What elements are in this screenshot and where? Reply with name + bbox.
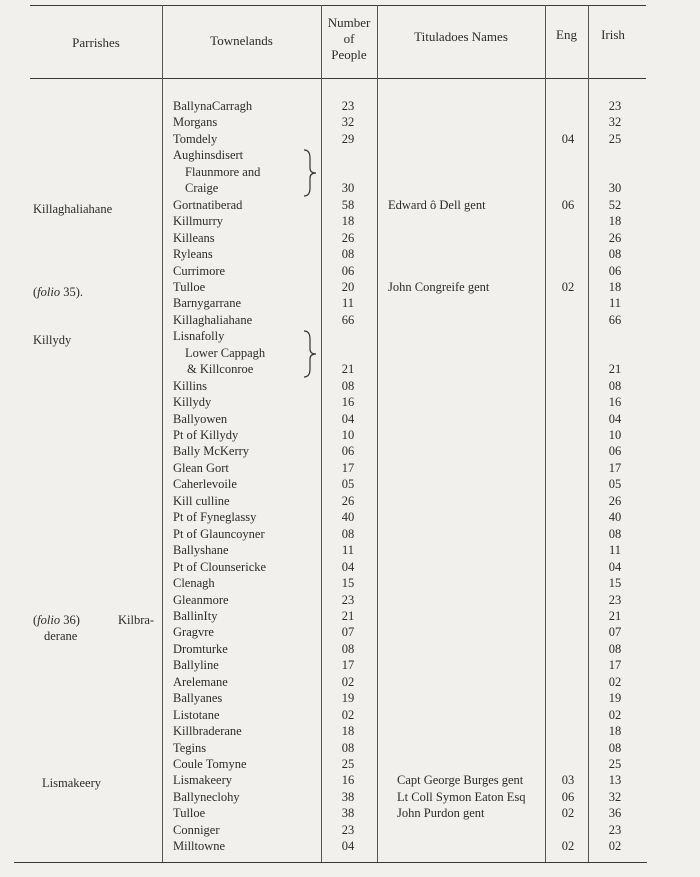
townland-name: Killydy bbox=[173, 395, 212, 409]
header-townlands: Townelands bbox=[210, 33, 273, 48]
bottom-rule bbox=[14, 862, 647, 863]
irish-count: 66 bbox=[608, 313, 622, 327]
irish-count: 21 bbox=[608, 362, 622, 376]
people-count: 21 bbox=[341, 362, 355, 376]
header-tituladoes: Tituladoes Names bbox=[414, 29, 508, 44]
header-bottom-rule bbox=[30, 78, 646, 79]
people-count: 04 bbox=[341, 839, 355, 853]
people-count: 21 bbox=[341, 609, 355, 623]
people-count: 10 bbox=[341, 428, 355, 442]
people-count: 04 bbox=[341, 560, 355, 574]
people-count: 20 bbox=[341, 280, 355, 294]
irish-count: 07 bbox=[608, 625, 622, 639]
townland-name: Lismakeery bbox=[173, 773, 233, 787]
people-count: 08 bbox=[341, 247, 355, 261]
irish-count: 18 bbox=[608, 724, 622, 738]
header-eng: Eng bbox=[556, 27, 577, 42]
irish-count: 26 bbox=[608, 231, 622, 245]
townland-name: Flaunmore and bbox=[185, 165, 261, 179]
folio36-rest: 36) bbox=[60, 613, 80, 627]
townland-name: Aughinsdisert bbox=[173, 148, 244, 162]
brace-lisnafolly bbox=[300, 329, 320, 379]
townland-name: Tomdely bbox=[173, 132, 218, 146]
people-count: 05 bbox=[341, 477, 355, 491]
people-count: 11 bbox=[341, 296, 355, 310]
townland-name: Currimore bbox=[173, 264, 226, 278]
irish-count: 17 bbox=[608, 461, 622, 475]
people-count: 30 bbox=[341, 181, 355, 195]
townland-name: Caherlevoile bbox=[173, 477, 237, 491]
header-number-2: of bbox=[343, 31, 355, 46]
townland-name: Barnygarrane bbox=[173, 296, 242, 310]
people-count: 04 bbox=[341, 412, 355, 426]
townland-name: Pt of Clounsericke bbox=[173, 560, 267, 574]
col-rule-1 bbox=[162, 5, 163, 862]
townland-name: Tegins bbox=[173, 741, 207, 755]
townland-name: BallinIty bbox=[173, 609, 218, 623]
people-count: 08 bbox=[341, 527, 355, 541]
brace-aughinsdisert bbox=[300, 148, 320, 198]
irish-count: 08 bbox=[608, 642, 622, 656]
col-rule-4 bbox=[545, 5, 546, 862]
irish-count: 02 bbox=[608, 839, 622, 853]
folio35-open: ( bbox=[33, 285, 38, 299]
parish-kilbraderane-2: derane bbox=[44, 629, 78, 643]
people-count: 38 bbox=[341, 806, 355, 820]
parish-folio35 bbox=[33, 284, 83, 300]
people-count: 32 bbox=[341, 115, 355, 129]
people-count: 02 bbox=[341, 675, 355, 689]
parish-killaghaliahane: Killaghaliahane bbox=[33, 202, 113, 216]
irish-count: 36 bbox=[608, 806, 622, 820]
folio36-label: folio bbox=[37, 613, 61, 627]
eng-count: 02 bbox=[561, 280, 575, 294]
townland-name: Dromturke bbox=[173, 642, 228, 656]
people-count: 18 bbox=[341, 724, 355, 738]
people-count: 18 bbox=[341, 214, 355, 228]
people-count: 23 bbox=[341, 823, 355, 837]
eng-count: 02 bbox=[561, 806, 575, 820]
townland-name: Clenagh bbox=[173, 576, 215, 590]
people-count: 08 bbox=[341, 741, 355, 755]
irish-count: 04 bbox=[608, 412, 622, 426]
irish-count: 10 bbox=[608, 428, 622, 442]
col-rule-5 bbox=[588, 5, 589, 862]
irish-count: 08 bbox=[608, 247, 622, 261]
parish-folio36 bbox=[33, 612, 80, 628]
irish-count: 17 bbox=[608, 658, 622, 672]
header-irish: Irish bbox=[601, 27, 625, 42]
folio35-rest: 35). bbox=[60, 285, 84, 299]
people-count: 15 bbox=[341, 576, 355, 590]
parish-lismakeery: Lismakeery bbox=[42, 776, 102, 790]
townland-name: Lisnafolly bbox=[173, 329, 225, 343]
irish-count: 32 bbox=[608, 790, 622, 804]
irish-count: 40 bbox=[608, 510, 622, 524]
irish-count: 04 bbox=[608, 560, 622, 574]
people-count: 11 bbox=[341, 543, 355, 557]
irish-count: 08 bbox=[608, 527, 622, 541]
townland-name: Lower Cappagh bbox=[185, 346, 266, 360]
irish-count: 25 bbox=[608, 132, 622, 146]
irish-count: 05 bbox=[608, 477, 622, 491]
townland-name: Killbraderane bbox=[173, 724, 242, 738]
irish-count: 02 bbox=[608, 675, 622, 689]
people-count: 66 bbox=[341, 313, 355, 327]
people-count: 07 bbox=[341, 625, 355, 639]
townland-name: Tulloe bbox=[173, 280, 206, 294]
irish-count: 15 bbox=[608, 576, 622, 590]
people-count: 16 bbox=[341, 395, 355, 409]
townland-name: Ballyanes bbox=[173, 691, 223, 705]
people-count: 58 bbox=[341, 198, 355, 212]
townland-name: Coule Tomyne bbox=[173, 757, 247, 771]
people-count: 25 bbox=[341, 757, 355, 771]
irish-count: 16 bbox=[608, 395, 622, 409]
townland-name: Ballyline bbox=[173, 658, 219, 672]
titulado-name: Lt Coll Symon Eaton Esq bbox=[397, 790, 526, 804]
irish-count: 11 bbox=[608, 543, 622, 557]
eng-count: 03 bbox=[561, 773, 575, 787]
titulado-name: Edward ô Dell gent bbox=[388, 198, 486, 212]
townland-name: Ballyowen bbox=[173, 412, 228, 426]
irish-count: 11 bbox=[608, 296, 622, 310]
titulado-name: Capt George Burges gent bbox=[397, 773, 524, 787]
irish-count: 23 bbox=[608, 823, 622, 837]
irish-count: 18 bbox=[608, 214, 622, 228]
townland-name: Gortnatiberad bbox=[173, 198, 243, 212]
header-number-3: People bbox=[331, 47, 367, 62]
irish-count: 21 bbox=[608, 609, 622, 623]
townland-name: Ballyshane bbox=[173, 543, 229, 557]
people-count: 29 bbox=[341, 132, 355, 146]
folio35-label: folio bbox=[37, 285, 61, 299]
people-count: 08 bbox=[341, 379, 355, 393]
eng-count: 04 bbox=[561, 132, 575, 146]
townland-name: Killins bbox=[173, 379, 208, 393]
titulado-name: John Purdon gent bbox=[397, 806, 485, 820]
townland-name: Killeans bbox=[173, 231, 215, 245]
townland-name: Ballyneclohy bbox=[173, 790, 240, 804]
people-count: 23 bbox=[341, 99, 355, 113]
eng-count: 02 bbox=[561, 839, 575, 853]
townland-name: Tulloe bbox=[173, 806, 206, 820]
people-count: 16 bbox=[341, 773, 355, 787]
folio36-open: ( bbox=[33, 613, 38, 627]
townland-name: Craige bbox=[185, 181, 219, 195]
people-count: 26 bbox=[341, 231, 355, 245]
irish-count: 23 bbox=[608, 593, 622, 607]
parish-killydy: Killydy bbox=[33, 333, 72, 347]
people-count: 06 bbox=[341, 444, 355, 458]
townland-name: Glean Gort bbox=[173, 461, 229, 475]
townland-name: Pt of Killydy bbox=[173, 428, 239, 442]
irish-count: 19 bbox=[608, 691, 622, 705]
people-count: 02 bbox=[341, 708, 355, 722]
people-count: 19 bbox=[341, 691, 355, 705]
irish-count: 02 bbox=[608, 708, 622, 722]
col-rule-3 bbox=[377, 5, 378, 862]
irish-count: 25 bbox=[608, 757, 622, 771]
irish-count: 08 bbox=[608, 741, 622, 755]
townland-name: Kill culline bbox=[173, 494, 230, 508]
townland-name: Bally McKerry bbox=[173, 444, 250, 458]
people-count: 38 bbox=[341, 790, 355, 804]
townland-name: Gragvre bbox=[173, 625, 214, 639]
irish-count: 52 bbox=[608, 198, 622, 212]
people-count: 40 bbox=[341, 510, 355, 524]
townland-name: Pt of Fyneglassy bbox=[173, 510, 257, 524]
header-number-1: Number bbox=[327, 15, 371, 30]
people-count: 08 bbox=[341, 642, 355, 656]
townland-name: Conniger bbox=[173, 823, 220, 837]
titulado-name: John Congreife gent bbox=[388, 280, 490, 294]
townland-name: Killmurry bbox=[173, 214, 223, 228]
top-rule bbox=[30, 5, 646, 6]
irish-count: 08 bbox=[608, 379, 622, 393]
people-count: 17 bbox=[341, 461, 355, 475]
irish-count: 06 bbox=[608, 444, 622, 458]
eng-count: 06 bbox=[561, 790, 575, 804]
irish-count: 32 bbox=[608, 115, 622, 129]
col-rule-2 bbox=[321, 5, 322, 862]
townland-name: Killaghaliahane bbox=[173, 313, 253, 327]
townland-name: BallynaCarragh bbox=[173, 99, 253, 113]
parish-kilbraderane-1: Kilbra- bbox=[118, 613, 155, 627]
header-parishes: Parrishes bbox=[72, 35, 120, 50]
townland-name: Morgans bbox=[173, 115, 218, 129]
people-count: 26 bbox=[341, 494, 355, 508]
irish-count: 18 bbox=[608, 280, 622, 294]
townland-name: & Killconroe bbox=[187, 362, 254, 376]
townland-name: Arelemane bbox=[173, 675, 228, 689]
irish-count: 06 bbox=[608, 264, 622, 278]
eng-count: 06 bbox=[561, 198, 575, 212]
townland-name: Gleanmore bbox=[173, 593, 229, 607]
irish-count: 13 bbox=[608, 773, 622, 787]
people-count: 17 bbox=[341, 658, 355, 672]
townland-name: Pt of Glauncoyner bbox=[173, 527, 265, 541]
irish-count: 30 bbox=[608, 181, 622, 195]
irish-count: 23 bbox=[608, 99, 622, 113]
irish-count: 26 bbox=[608, 494, 622, 508]
people-count: 23 bbox=[341, 593, 355, 607]
townland-name: Milltowne bbox=[173, 839, 226, 853]
townland-name: Listotane bbox=[173, 708, 220, 722]
townland-name: Ryleans bbox=[173, 247, 213, 261]
people-count: 06 bbox=[341, 264, 355, 278]
